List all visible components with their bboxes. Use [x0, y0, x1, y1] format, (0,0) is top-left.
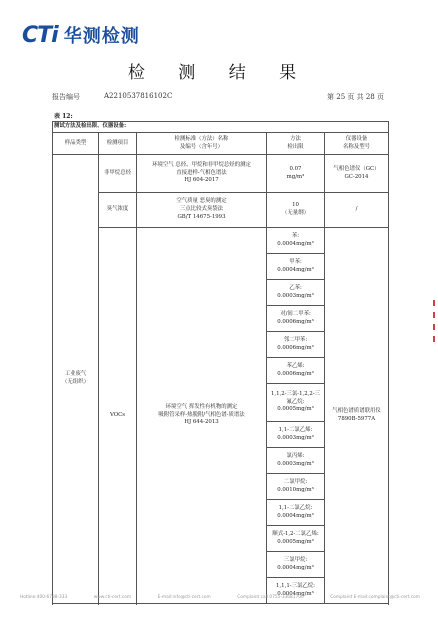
voc-limit-cell: 三氯甲烷: 0.0004mg/m³ — [267, 552, 325, 578]
table-caption: 表 12: — [54, 113, 73, 120]
voc-limit-cell: 氯丙烯: 0.0003mg/m³ — [267, 448, 325, 474]
method-cell: 空气质量 恶臭的测定 三点比较式臭袋法 GB/T 14675-1993 — [137, 193, 267, 228]
voc-limit-cell: 苯: 0.0004mg/m³ — [267, 228, 325, 254]
limit-cell: 10 （无量纲） — [267, 193, 325, 228]
instrument-cell: 气相色谱仪（GC） GC-2014 — [325, 155, 389, 193]
seal-edge-mark — [433, 300, 436, 360]
voc-limit-cell: 1,1,1-三氯乙烷: 0.0004mg/m³ — [267, 578, 325, 604]
voc-item-cell: VOCs — [99, 228, 137, 604]
voc-limit-cell: 苯乙烯: 0.0006mg/m³ — [267, 358, 325, 384]
voc-limit-cell: 邻二甲苯: 0.0006mg/m³ — [267, 332, 325, 358]
section-title: 测试方法及检出限、仪器设备: — [53, 122, 389, 133]
voc-limit-cell: 甲苯: 0.0004mg/m³ — [267, 254, 325, 280]
item-cell: 臭气浓度 — [99, 193, 137, 228]
company-logo — [22, 22, 140, 48]
header-limit: 方法 检出限 — [267, 133, 325, 155]
voc-limit-cell: 1,1,2-三氯-1,2,2-三 氟乙烷: 0.0005mg/m³ — [267, 384, 325, 422]
voc-limit-cell: 1,1-二氯乙烷: 0.0004mg/m³ — [267, 500, 325, 526]
footer-complaint-call: Complaint call 0755-33681700 — [237, 595, 304, 600]
table-row — [53, 228, 389, 254]
voc-method-cell: 环境空气 挥发性有机物的测定 吸附管采样-热脱附/气相色谱-质谱法 HJ 644-2013 — [137, 228, 267, 604]
voc-limit-cell: 乙苯: 0.0003mg/m³ — [267, 280, 325, 306]
report-number: A2210537816102C — [104, 92, 173, 100]
page-title: 检 测 结 果 — [127, 63, 311, 83]
limit-cell: 0.07 mg/m³ — [267, 155, 325, 193]
item-cell: 非甲烷总烃 — [99, 155, 137, 193]
logo-company-name: 华测检测 — [63, 26, 140, 47]
header-sample-type: 样品类型 — [53, 133, 99, 155]
method-table — [52, 121, 389, 604]
instrument-cell: / — [325, 193, 389, 228]
footer-website: www.cti-cert.com — [93, 595, 132, 600]
header-item: 检测项目 — [99, 133, 137, 155]
footer-email: E-mail:info@cti-cert.com — [157, 595, 211, 600]
page-footer — [20, 595, 420, 600]
voc-instrument-cell: 气相色谱质谱联用仪 7890B-5977A — [325, 228, 389, 604]
header-method: 检测标准（方法）名称 及编号（含年号） — [137, 133, 267, 155]
page-number: 第 25 页 共 28 页 — [327, 93, 384, 101]
logo-brand: CTi — [22, 22, 58, 48]
voc-limit-cell: 1,1-二氯乙烯: 0.0003mg/m³ — [267, 422, 325, 448]
sample-type-cell: 工业废气 （无组织） — [53, 155, 99, 604]
footer-hotline: Hotline:400-6788-333 — [20, 595, 68, 600]
voc-limit-cell: 顺式-1,2-二氯乙烯: 0.0005mg/m³ — [267, 526, 325, 552]
voc-limit-cell: 对/间二甲苯: 0.0006mg/m³ — [267, 306, 325, 332]
voc-limit-cell: 二氯甲烷: 0.0010mg/m³ — [267, 474, 325, 500]
report-number-label: 报告编号 — [52, 93, 80, 101]
header-instrument: 仪器设备 名称及型号 — [325, 133, 389, 155]
method-cell: 环境空气 总烃、甲烷和非甲烷总烃的测定 直接进样-气相色谱法 HJ 604-2017 — [137, 155, 267, 193]
table-row — [53, 155, 389, 193]
table-row — [53, 193, 389, 228]
footer-complaint-email: Complaint E-mail:complaint@cti-cert.com — [330, 595, 420, 600]
